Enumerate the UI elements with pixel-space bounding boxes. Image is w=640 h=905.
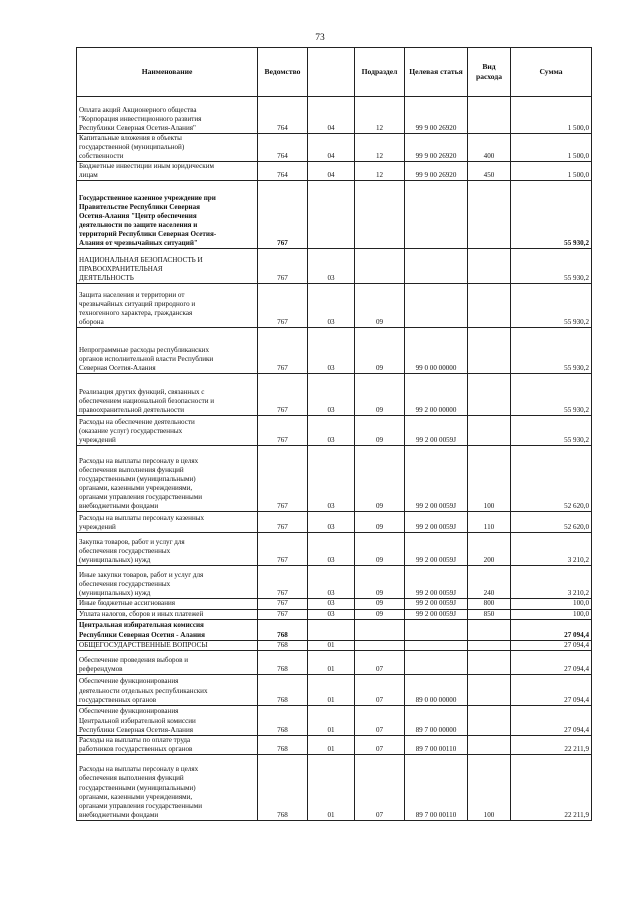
- cell-section: 03: [308, 416, 355, 446]
- cell-amount: 55 930,2: [511, 328, 592, 374]
- cell-subsection: 09: [355, 512, 405, 533]
- cell-section: 04: [308, 97, 355, 134]
- cell-amount: 3 210,2: [511, 566, 592, 599]
- cell-expense-type: [468, 674, 511, 705]
- cell-expense-type: [468, 328, 511, 374]
- cell-expense-type: 240: [468, 566, 511, 599]
- cell-dept: 768: [258, 705, 308, 735]
- cell-subsection: 07: [355, 705, 405, 735]
- table-row: [77, 640, 592, 650]
- header-expense-type: Вид расхода: [468, 48, 511, 97]
- cell-subsection: 09: [355, 374, 405, 416]
- cell-amount: 22 211,9: [511, 754, 592, 820]
- table-header-row: [77, 48, 592, 97]
- cell-name: Расходы на выплаты персоналу казенных учреждений: [77, 512, 258, 533]
- cell-name: Бюджетные инвестиции иным юридическим лицам: [77, 162, 258, 181]
- header-section: [308, 48, 355, 97]
- cell-expense-type: 450: [468, 162, 511, 181]
- cell-amount: 1 500,0: [511, 97, 592, 134]
- cell-dept: 768: [258, 674, 308, 705]
- table-row: [77, 566, 592, 599]
- cell-amount: 3 210,2: [511, 533, 592, 566]
- cell-expense-type: 100: [468, 446, 511, 512]
- cell-target: 99 2 00 0059J: [405, 533, 468, 566]
- cell-target: 99 2 00 0059J: [405, 566, 468, 599]
- cell-expense-type: [468, 249, 511, 284]
- cell-expense-type: 850: [468, 609, 511, 619]
- cell-amount: 27 094,4: [511, 705, 592, 735]
- cell-section: 03: [308, 533, 355, 566]
- cell-expense-type: [468, 650, 511, 674]
- cell-dept: 767: [258, 599, 308, 609]
- cell-dept: 767: [258, 328, 308, 374]
- cell-dept: 767: [258, 374, 308, 416]
- cell-expense-type: 200: [468, 533, 511, 566]
- cell-subsection: 09: [355, 533, 405, 566]
- cell-expense-type: [468, 705, 511, 735]
- cell-section: 03: [308, 284, 355, 328]
- cell-target: 89 0 00 00000: [405, 674, 468, 705]
- cell-subsection: [355, 249, 405, 284]
- cell-amount: 1 500,0: [511, 134, 592, 162]
- cell-dept: 767: [258, 249, 308, 284]
- cell-target: [405, 249, 468, 284]
- cell-name: Обеспечение функционирования деятельности отдельных республиканских государственных органов: [77, 674, 258, 705]
- cell-target: [405, 284, 468, 328]
- cell-amount: 55 930,2: [511, 374, 592, 416]
- cell-dept: 768: [258, 650, 308, 674]
- cell-dept: 768: [258, 619, 308, 640]
- table-body: [77, 97, 592, 821]
- cell-subsection: 07: [355, 650, 405, 674]
- cell-dept: 768: [258, 735, 308, 754]
- cell-name: НАЦИОНАЛЬНАЯ БЕЗОПАСНОСТЬ И ПРАВООХРАНИТЕЛЬНАЯ ДЕЯТЕЛЬНОСТЬ: [77, 249, 258, 284]
- table-row: [77, 181, 592, 249]
- cell-amount: 55 930,2: [511, 181, 592, 249]
- cell-section: 03: [308, 374, 355, 416]
- cell-target: 99 2 00 0059J: [405, 512, 468, 533]
- table-row: [77, 609, 592, 619]
- cell-expense-type: 100: [468, 754, 511, 820]
- cell-amount: 27 094,4: [511, 650, 592, 674]
- cell-target: 99 9 00 26920: [405, 97, 468, 134]
- cell-name: Защита населения и территории от чрезвычайных ситуаций природного и техногенного характера, гражданская оборона: [77, 284, 258, 328]
- table-row: [77, 328, 592, 374]
- cell-expense-type: [468, 181, 511, 249]
- cell-expense-type: [468, 640, 511, 650]
- cell-dept: 767: [258, 181, 308, 249]
- cell-target: 99 2 00 00000: [405, 374, 468, 416]
- cell-subsection: [355, 640, 405, 650]
- cell-dept: 764: [258, 97, 308, 134]
- cell-amount: 55 930,2: [511, 284, 592, 328]
- cell-expense-type: 400: [468, 134, 511, 162]
- budget-table: [76, 47, 592, 821]
- cell-target: 89 7 00 00110: [405, 735, 468, 754]
- cell-amount: 100,0: [511, 599, 592, 609]
- header-target: Целевая статья: [405, 48, 468, 97]
- table-row: [77, 249, 592, 284]
- table-row: [77, 374, 592, 416]
- cell-expense-type: [468, 735, 511, 754]
- cell-amount: 22 211,9: [511, 735, 592, 754]
- cell-amount: 27 094,4: [511, 619, 592, 640]
- cell-dept: 767: [258, 284, 308, 328]
- table-row: [77, 512, 592, 533]
- cell-target: 99 2 00 0059J: [405, 609, 468, 619]
- cell-name: Обеспечение функционирования Центральной избирательной комиссии Республики Северная Осетия-Алания: [77, 705, 258, 735]
- cell-name: Уплата налогов, сборов и иных платежей: [77, 609, 258, 619]
- cell-target: 89 7 00 00000: [405, 705, 468, 735]
- cell-expense-type: 800: [468, 599, 511, 609]
- cell-target: 99 2 00 0059J: [405, 416, 468, 446]
- cell-subsection: 09: [355, 446, 405, 512]
- cell-subsection: 09: [355, 284, 405, 328]
- cell-name: Обеспечение проведения выборов и референдумов: [77, 650, 258, 674]
- cell-name: Непрограммные расходы республиканских органов исполнительной власти Республики Северная Осетия-Алания: [77, 328, 258, 374]
- cell-subsection: 07: [355, 674, 405, 705]
- header-amount: Сумма: [511, 48, 592, 97]
- table-row: [77, 284, 592, 328]
- cell-name: Иные закупки товаров, работ и услуг для обеспечения государственных (муниципальных) нужд: [77, 566, 258, 599]
- cell-section: 03: [308, 599, 355, 609]
- cell-amount: 100,0: [511, 609, 592, 619]
- cell-amount: 55 930,2: [511, 249, 592, 284]
- cell-name: ОБЩЕГОСУДАРСТВЕННЫЕ ВОПРОСЫ: [77, 640, 258, 650]
- cell-section: 03: [308, 446, 355, 512]
- cell-name: Реализация других функций, связанных с обеспечением национальной безопасности и правоохранительной деятельности: [77, 374, 258, 416]
- cell-section: 03: [308, 609, 355, 619]
- page-number: 73: [315, 33, 325, 43]
- cell-target: 99 2 00 0059J: [405, 599, 468, 609]
- cell-name: Центральная избирательная комиссия Республики Северная Осетия - Алания: [77, 619, 258, 640]
- cell-subsection: 09: [355, 566, 405, 599]
- cell-section: 01: [308, 674, 355, 705]
- cell-section: 01: [308, 735, 355, 754]
- cell-amount: 52 620,0: [511, 446, 592, 512]
- cell-name: Оплата акций Акционерного общества "Корпорация инвестиционного развития Республики Северная Осетия-Алания": [77, 97, 258, 134]
- cell-name: Расходы на выплаты персоналу в целях обеспечения выполнения функций государственными (муниципальными) органами, казенными учреждениями, органами управления государственными внебюджетными фондами: [77, 446, 258, 512]
- cell-name: Расходы на выплаты по оплате труда работников государственных органов: [77, 735, 258, 754]
- table-row: [77, 754, 592, 820]
- cell-name: Капитальные вложения в объекты государственной (муниципальной) собственности: [77, 134, 258, 162]
- cell-subsection: [355, 181, 405, 249]
- cell-expense-type: [468, 374, 511, 416]
- cell-expense-type: 110: [468, 512, 511, 533]
- cell-name: Закупка товаров, работ и услуг для обеспечения государственных (муниципальных) нужд: [77, 533, 258, 566]
- cell-target: 99 2 00 0059J: [405, 446, 468, 512]
- cell-expense-type: [468, 97, 511, 134]
- cell-expense-type: [468, 619, 511, 640]
- header-subsection: Подраздел: [355, 48, 405, 97]
- cell-name: Расходы на обеспечение деятельности (оказание услуг) государственных учреждений: [77, 416, 258, 446]
- cell-target: 99 9 00 26920: [405, 162, 468, 181]
- cell-subsection: 09: [355, 609, 405, 619]
- cell-section: 01: [308, 705, 355, 735]
- table-row: [77, 162, 592, 181]
- cell-section: 03: [308, 328, 355, 374]
- cell-dept: 768: [258, 754, 308, 820]
- cell-section: 03: [308, 512, 355, 533]
- table-row: [77, 446, 592, 512]
- cell-subsection: 07: [355, 735, 405, 754]
- table-row: [77, 705, 592, 735]
- cell-section: [308, 181, 355, 249]
- cell-section: [308, 619, 355, 640]
- cell-dept: 764: [258, 134, 308, 162]
- cell-subsection: 12: [355, 97, 405, 134]
- table-row: [77, 674, 592, 705]
- table-row: [77, 599, 592, 609]
- cell-subsection: 09: [355, 328, 405, 374]
- table-row: [77, 97, 592, 134]
- cell-subsection: [355, 619, 405, 640]
- cell-dept: 767: [258, 416, 308, 446]
- cell-name: Расходы на выплаты персоналу в целях обеспечения выполнения функций государственными (муниципальными) органами, казенными учреждениями, органами управления государственными внебюджетными фондами: [77, 754, 258, 820]
- cell-target: [405, 619, 468, 640]
- table-row: [77, 650, 592, 674]
- cell-target: 89 7 00 00110: [405, 754, 468, 820]
- cell-section: 04: [308, 162, 355, 181]
- cell-subsection: 09: [355, 416, 405, 446]
- cell-amount: 52 620,0: [511, 512, 592, 533]
- table-row: [77, 416, 592, 446]
- cell-target: 99 9 00 26920: [405, 134, 468, 162]
- cell-amount: 27 094,4: [511, 674, 592, 705]
- table-row: [77, 619, 592, 640]
- cell-amount: 55 930,2: [511, 416, 592, 446]
- table-row: [77, 134, 592, 162]
- cell-target: 99 0 00 00000: [405, 328, 468, 374]
- cell-target: [405, 181, 468, 249]
- cell-target: [405, 640, 468, 650]
- table-row: [77, 735, 592, 754]
- cell-target: [405, 650, 468, 674]
- cell-section: 03: [308, 249, 355, 284]
- cell-subsection: 09: [355, 599, 405, 609]
- cell-section: 03: [308, 566, 355, 599]
- cell-section: 04: [308, 134, 355, 162]
- header-name: Наименование: [77, 48, 258, 97]
- table-row: [77, 533, 592, 566]
- cell-dept: 768: [258, 640, 308, 650]
- cell-dept: 767: [258, 512, 308, 533]
- cell-subsection: 07: [355, 754, 405, 820]
- cell-name: Государственное казенное учреждение при Правительстве Республики Северная Осетия-Алания "Центр обеспечения деятельности по защите населения и территорий Республики Северная Осетия- Алания от чрезвычайных ситуаций": [77, 181, 258, 249]
- cell-expense-type: [468, 416, 511, 446]
- cell-section: 01: [308, 640, 355, 650]
- cell-subsection: 12: [355, 162, 405, 181]
- cell-dept: 767: [258, 566, 308, 599]
- cell-dept: 767: [258, 446, 308, 512]
- cell-section: 01: [308, 754, 355, 820]
- cell-name: Иные бюджетные ассигнования: [77, 599, 258, 609]
- cell-amount: 27 094,4: [511, 640, 592, 650]
- cell-amount: 1 500,0: [511, 162, 592, 181]
- cell-dept: 767: [258, 609, 308, 619]
- cell-dept: 767: [258, 533, 308, 566]
- cell-expense-type: [468, 284, 511, 328]
- cell-section: 01: [308, 650, 355, 674]
- cell-dept: 764: [258, 162, 308, 181]
- cell-subsection: 12: [355, 134, 405, 162]
- header-dept: Ведомство: [258, 48, 308, 97]
